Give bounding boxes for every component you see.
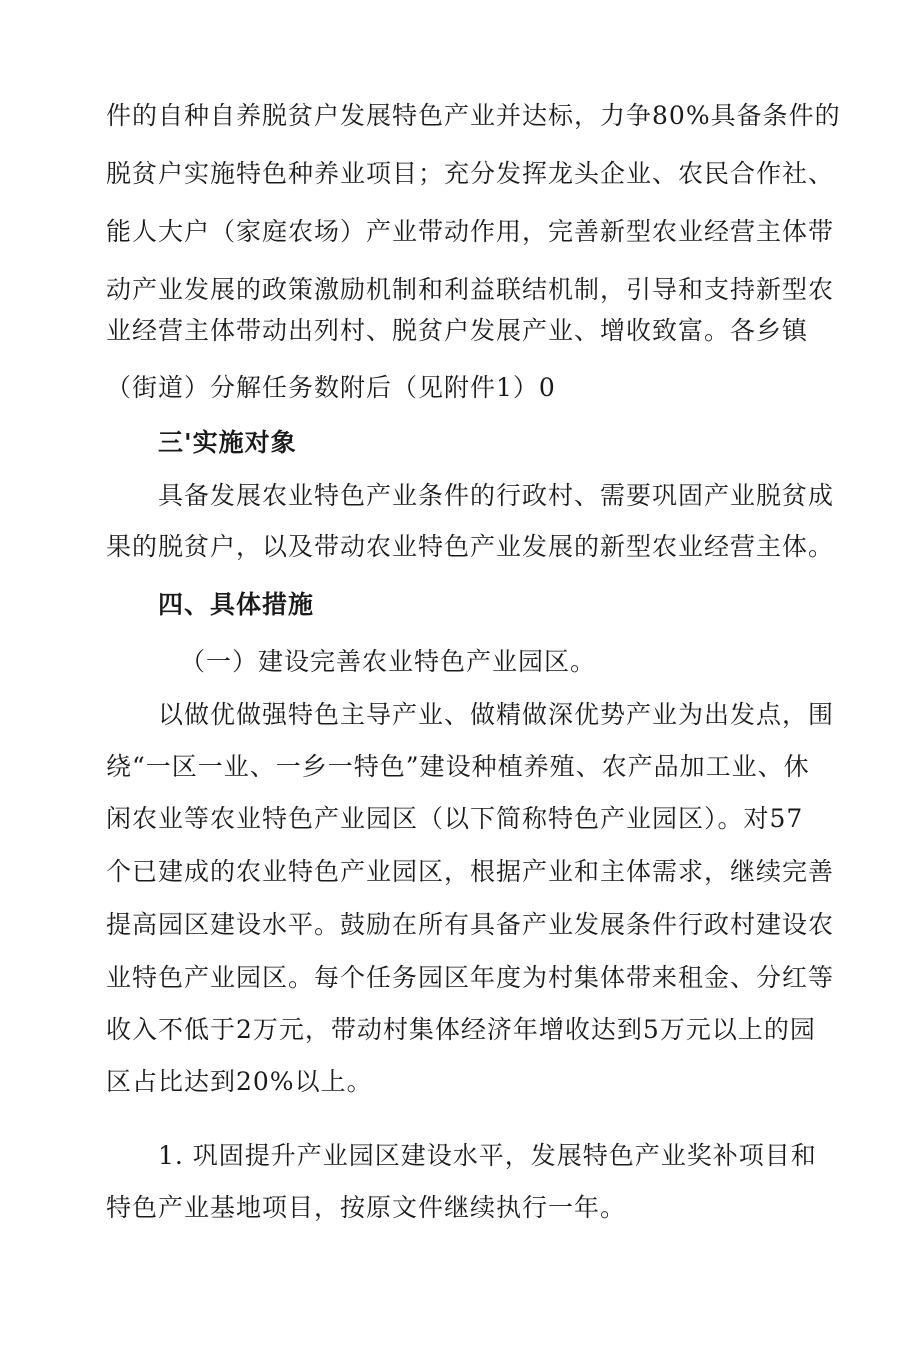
section-heading-3: 三'实施对象 bbox=[158, 428, 297, 457]
paragraph-line: 业经营主体带动出列村、脱贫户发展产业、增收致富。各乡镇 bbox=[106, 316, 809, 345]
paragraph-line: 收入不低于2万元，带动村集体经济年增收达到5万元以上的园 bbox=[106, 1015, 816, 1044]
paragraph-line: 闲农业等农业特色产业园区（以下简称特色产业园区）。对57 bbox=[106, 804, 804, 833]
paragraph-line: 1. 巩固提升产业园区建设水平，发展特色产业奖补项目和 bbox=[158, 1141, 817, 1170]
paragraph-line: 脱贫户实施特色种养业项目；充分发挥龙头企业、农民合作社、 bbox=[106, 159, 835, 188]
paragraph-line: 能人大户（家庭农场）产业带动作用，完善新型农业经营主体带 bbox=[106, 217, 835, 246]
section-heading-4: 四、具体措施 bbox=[158, 590, 315, 619]
subsection-heading: （一）建设完善农业特色产业园区。 bbox=[180, 647, 597, 676]
paragraph-line: 件的自种自养脱贫户发展特色产业并达标，力争80%具备条件的 bbox=[106, 101, 841, 130]
paragraph-line: 绕“一区一业、一乡一特色”建设种植养殖、农产品加工业、休 bbox=[106, 752, 810, 781]
paragraph-line: 特色产业基地项目，按原文件继续执行一年。 bbox=[106, 1193, 627, 1222]
paragraph-line: 业特色产业园区。每个任务园区年度为村集体带来租金、分红等 bbox=[106, 963, 835, 992]
paragraph-line: 果的脱贫户，以及带动农业特色产业发展的新型农业经营主体。 bbox=[106, 532, 835, 561]
paragraph-line: 个已建成的农业特色产业园区，根据产业和主体需求，继续完善 bbox=[106, 857, 835, 886]
paragraph-line: 区占比达到20%以上。 bbox=[106, 1067, 373, 1096]
paragraph-line: 具备发展农业特色产业条件的行政村、需要巩固产业脱贫成 bbox=[158, 481, 835, 510]
paragraph-line: 动产业发展的政策激励机制和利益联结机制，引导和支持新型农 bbox=[106, 275, 835, 304]
paragraph-line: 以做优做强特色主导产业、做精做深优势产业为出发点，围 bbox=[158, 700, 835, 729]
paragraph-line: 提高园区建设水平。鼓励在所有具备产业发展条件行政村建设农 bbox=[106, 910, 835, 939]
paragraph-line: （街道）分解任务数附后（见附件1）0 bbox=[106, 373, 556, 402]
